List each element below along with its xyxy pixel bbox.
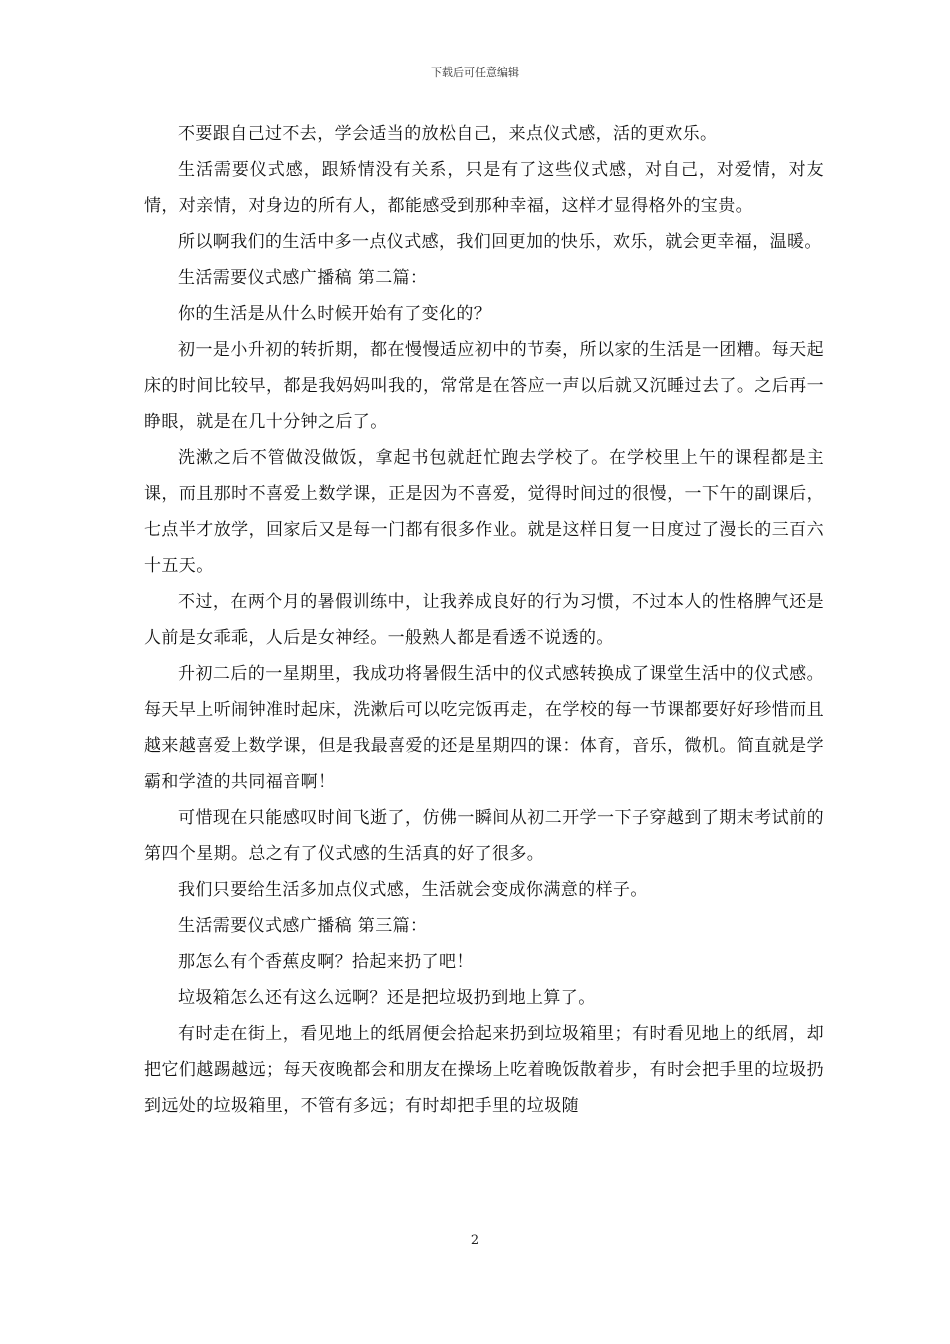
- paragraph: 那怎么有个香蕉皮啊？拾起来扔了吧！: [178, 952, 474, 972]
- paragraph: 你的生活是从什么时候开始有了变化的？: [178, 304, 492, 324]
- paragraph: 生活需要仪式感，跟矫情没有关系，只是有了这些仪式感，对自己，对爱情，对友情，对亲情，对身边的所有人，都能感受到那种幸福，这样才显得格外的宝贵。: [144, 160, 824, 216]
- paragraph: 我们只要给生活多加点仪式感，生活就会变成你满意的样子。: [178, 880, 648, 900]
- paragraph: 不要跟自己过不去，学会适当的放松自己，来点仪式感，活的更欢乐。: [178, 124, 718, 144]
- section-heading: 生活需要仪式感广播稿 第二篇：: [178, 268, 428, 288]
- page-header: 下载后可任意编辑: [431, 66, 519, 79]
- paragraph: 洗漱之后不管做没做饭，拿起书包就赶忙跑去学校了。在学校里上午的课程都是主课，而且那时不喜爱上数学课，正是因为不喜爱，觉得时间过的很慢，一下午的副课后，七点半才放学，回家后又是每一门都有很多作业。就是这样日复一日度过了漫长的三百六十五天。: [144, 448, 824, 576]
- paragraph: 可惜现在只能感叹时间飞逝了，仿佛一瞬间从初二开学一下子穿越到了期末考试前的第四个星期。总之有了仪式感的生活真的好了很多。: [144, 808, 824, 864]
- paragraph: 升初二后的一星期里，我成功将暑假生活中的仪式感转换成了课堂生活中的仪式感。每天早上听闹钟准时起床，洗漱后可以吃完饭再走，在学校的每一节课都要好好珍惜而且越来越喜爱上数学课，但是我最喜爱的还是星期四的课：体育，音乐，微机。简直就是学霸和学渣的共同福音啊！: [144, 664, 824, 792]
- paragraph: 不过，在两个月的暑假训练中，让我养成良好的行为习惯，不过本人的性格脾气还是人前是女乖乖，人后是女神经。一般熟人都是看透不说透的。: [144, 592, 824, 648]
- paragraph: 所以啊我们的生活中多一点仪式感，我们回更加的快乐，欢乐，就会更幸福，温暖。: [178, 232, 822, 252]
- section-heading: 生活需要仪式感广播稿 第三篇：: [178, 916, 428, 936]
- paragraph: 有时走在街上，看见地上的纸屑便会拾起来扔到垃圾箱里；有时看见地上的纸屑，却把它们越踢越远；每天夜晚都会和朋友在操场上吃着晚饭散着步，有时会把手里的垃圾扔到远处的垃圾箱里，不管有多远；有时却把手里的垃圾随: [144, 1024, 824, 1116]
- document-body: [144, 116, 824, 1124]
- page-number: 2: [470, 1233, 480, 1248]
- paragraph: 垃圾箱怎么还有这么远啊？还是把垃圾扔到地上算了。: [178, 988, 596, 1008]
- paragraph: 初一是小升初的转折期，都在慢慢适应初中的节奏，所以家的生活是一团糟。每天起床的时间比较早，都是我妈妈叫我的，常常是在答应一声以后就又沉睡过去了。之后再一睁眼，就是在几十分钟之后了。: [144, 340, 824, 432]
